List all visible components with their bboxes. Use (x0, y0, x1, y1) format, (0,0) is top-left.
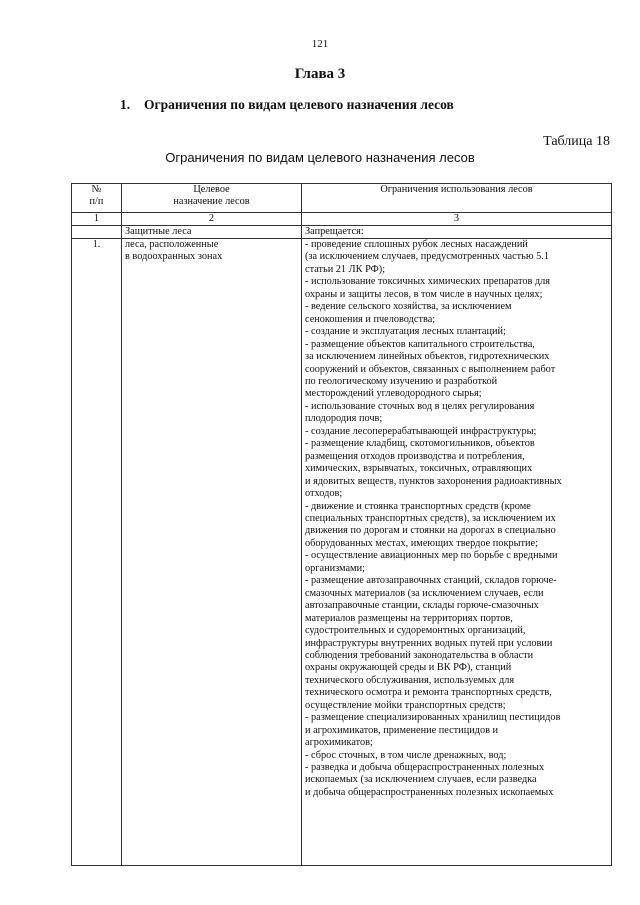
table-row (72, 239, 612, 866)
column-number-row (72, 213, 612, 226)
column-number: 3 (302, 213, 612, 226)
row-purpose: леса, расположенные в водоохранных зонах (122, 239, 302, 866)
row-restrictions: - проведение сплошных рубок лесных насаждений (за исключением случаев, предусмотренных частью 5.1 статьи 21 ЛК РФ); - использование токсичных химических препаратов для охраны и защиты лесов, в том числе в научных целях; - ведение сельского хозяйства, за исключением сенокошения и пчеловодства; - создание и эксплуатация лесных плантаций; - размещение объектов капитального строительства, за исключением линейных объектов, гидротехнических сооружений и объектов, связанных с выполнением работ по геологическому изучению и разработкой месторождений углеводородного сырья; - использование сточных вод в целях регулирования плодородия почв; - создание лесоперерабатывающей инфраструктуры; - размещение кладбищ, скотомогильников, объектов размещения отходов производства и потребления, химических, взрывчатых, токсичных, отравляющих и ядовитых веществ, пунктов захоронения радиоактивных отходов; - движение и стоянка транспортных средств (кроме специальных транспортных средств), за исключением их движения по дорогам и стоянки на дорогах в специально оборудованных местах, имеющих твердое покрытие; - осуществление авиационных мер по борьбе с вредными организмами; - размещение автозаправочных станций, складов горюче- смазочных материалов (за исключением случаев, если автозаправочные станции, склады горюче-смазочных материалов размещены на территориях портов, судостроительных и судоремонтных организаций, инфраструктуры внутренних водных путей при условии соблюдения требований законодательства в области охраны окружающей среды и ВК РФ), станций технического обслуживания, используемых для технического осмотра и ремонта транспортных средств, осуществление мойки транспортных средств; - размещение специализированных хранилищ пестицидов и агрохимикатов, применение пестицидов и агрохимикатов; - сброс сточных, в том числе дренажных, вод; - разведка и добыча общераспространенных полезных ископаемых (за исключением случаев, если разведка и добыча общераспространенных полезных ископаемых (305, 239, 562, 798)
section-title: Ограничения по видам целевого назначения лесов (144, 97, 454, 112)
header-purpose: Целевое назначение лесов (122, 184, 302, 213)
category-purpose: Защитные леса (122, 226, 302, 239)
table-label: Таблица 18 (543, 134, 610, 149)
column-number: 2 (122, 213, 302, 226)
row-restrictions-cell (302, 239, 612, 866)
header-number: № п/п (72, 184, 122, 213)
page-number: 121 (311, 38, 329, 50)
category-number-cell (72, 226, 122, 239)
restrictions-table (71, 183, 612, 866)
table-title: Ограничения по видам целевого назначения лесов (165, 150, 475, 165)
section-heading (120, 97, 454, 113)
table-header-row (72, 184, 612, 213)
chapter-title: Глава 3 (294, 66, 346, 82)
category-row (72, 226, 612, 239)
row-number: 1. (72, 239, 122, 866)
category-restrictions: Запрещается: (302, 226, 612, 239)
section-number: 1. (120, 97, 131, 112)
header-restrictions: Ограничения использования лесов (302, 184, 612, 213)
column-number: 1 (72, 213, 122, 226)
